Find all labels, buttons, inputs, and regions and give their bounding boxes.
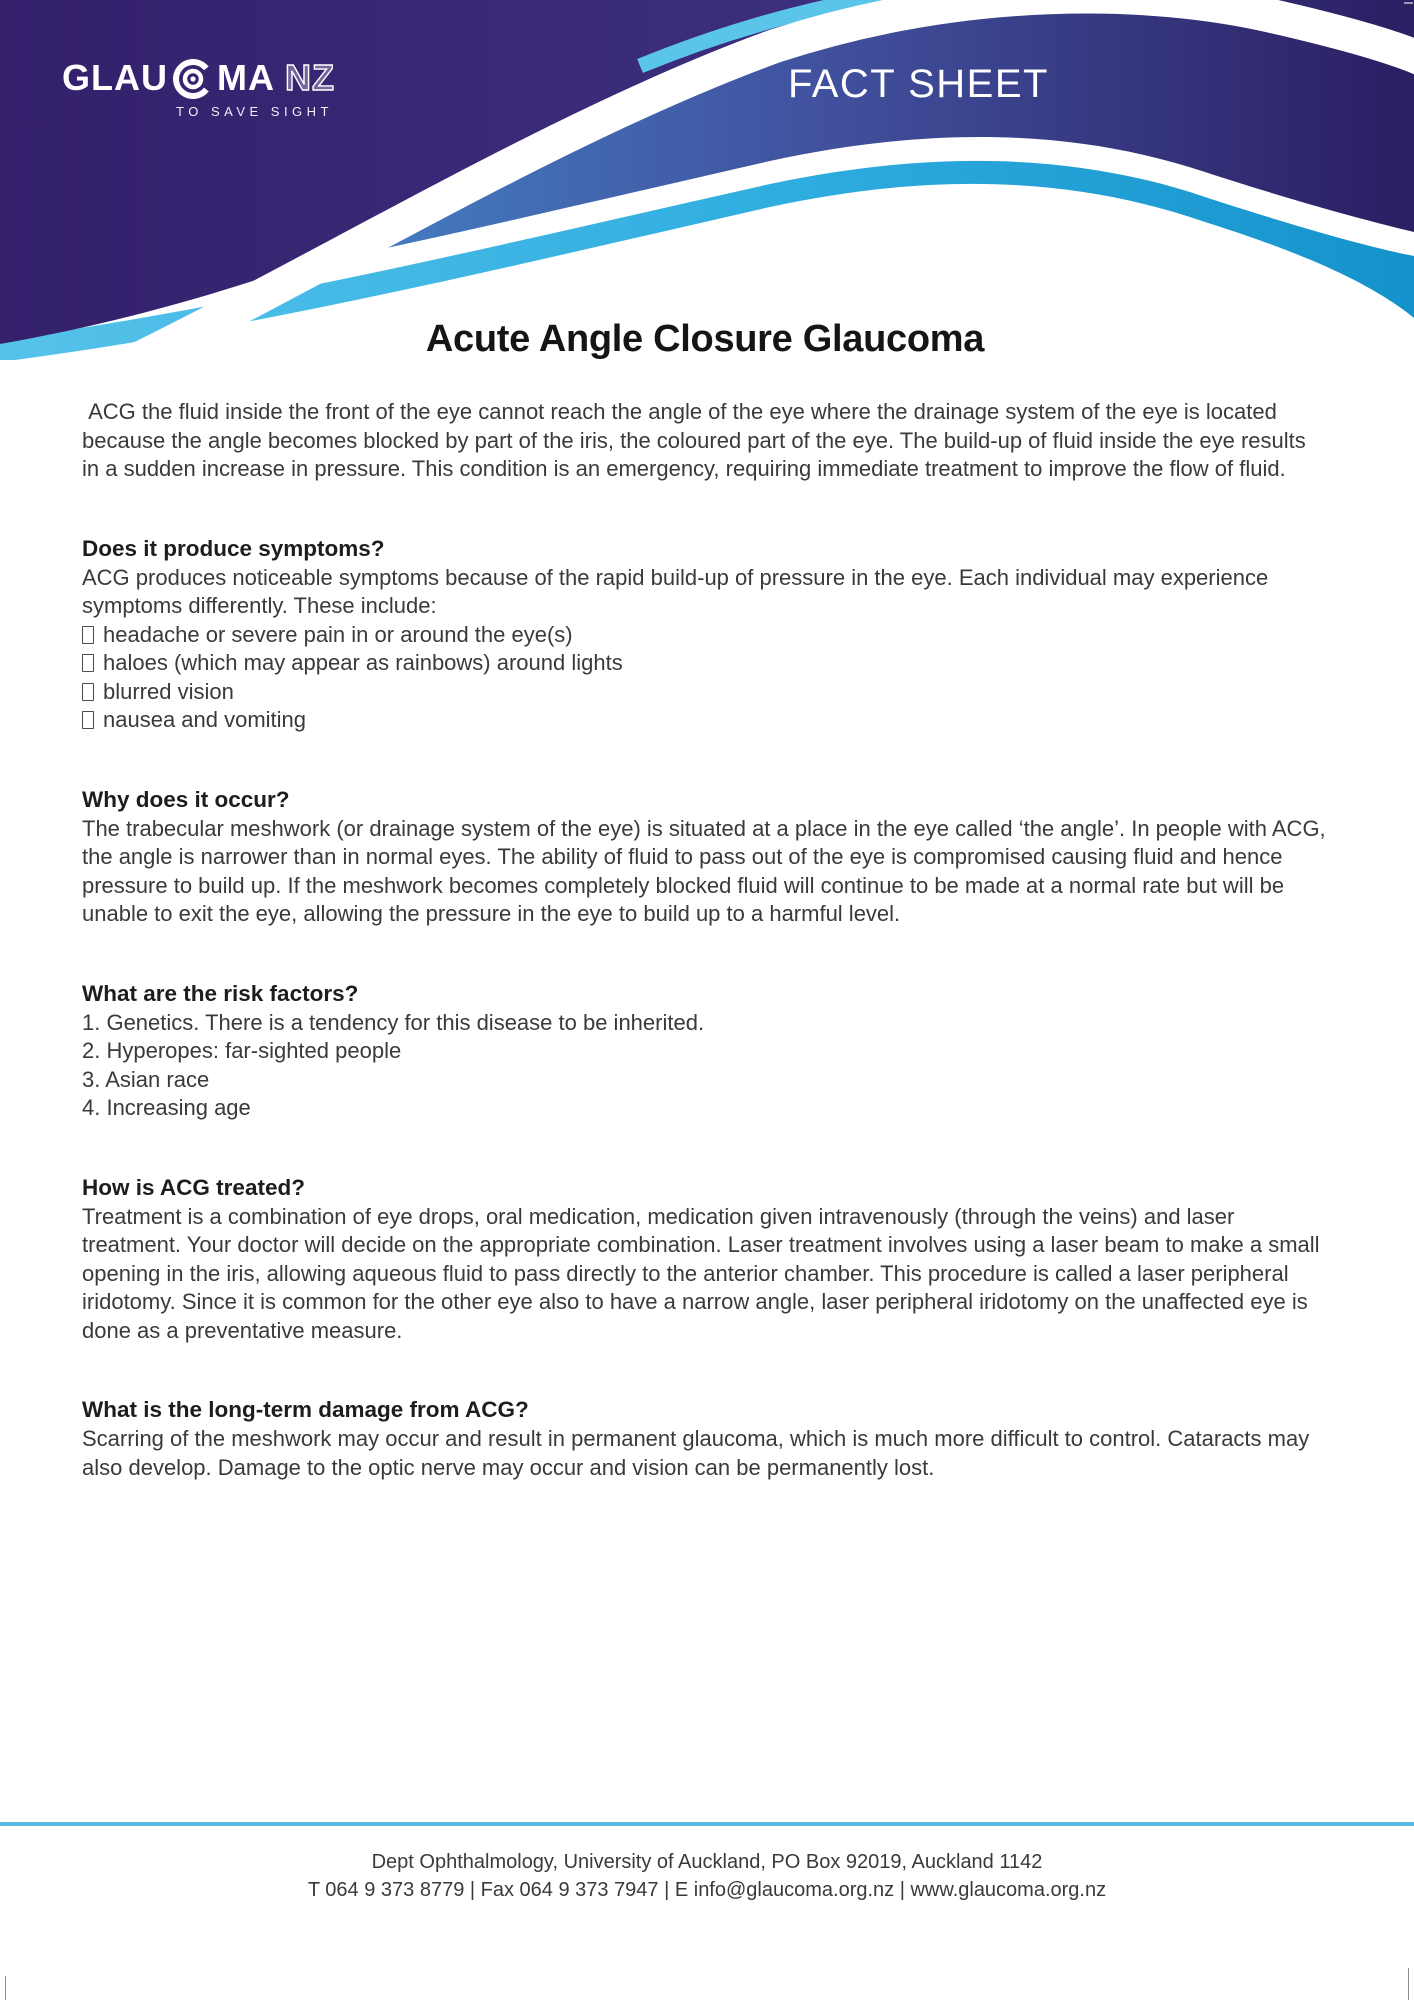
bullet-item [82,678,1328,707]
section-long-term-damage [82,1395,1328,1482]
risk-factor-item: 4. Increasing age [82,1095,251,1120]
section-risk-factors [82,979,1328,1123]
logo-text-end: MA [217,57,275,98]
footer-phone-web: T 064 9 373 8779 | Fax 064 9 373 7947 | E info@glaucoma.org.nz | www.glaucoma.org.nz [307,1879,1107,1901]
tofu-bullet-icon [82,683,94,701]
tofu-bullet-icon [82,654,94,672]
logo-text-start: GLAU [62,57,168,98]
crop-mark [1408,1968,1409,2000]
bullet-text: nausea and vomiting [103,707,307,732]
section-heading: What is the long-term damage from ACG? [82,1397,529,1422]
bullet-item [82,706,1328,735]
section-paragraph: The trabecular meshwork (or drainage system of the eye) is situated at a place in the eye called ‘the angle’. In people with ACG, the angle is narrower than in normal eyes. The ability of fluid to pass out of the eye is compromised causing fluid and hence pressure to build up. If the meshwork becomes completely blocked fluid will continue to be made at a normal rate but will be unable to exit the eye, allowing the pressure in the eye to build up to a harmful level. [82,815,1326,926]
logo-suffix-nz: NZ [285,57,335,98]
fact-sheet-label: FACT SHEET [788,62,1049,106]
tofu-bullet-icon [82,626,94,644]
risk-factor-item: 1. Genetics. There is a tendency for this disease to be inherited. [82,1009,705,1035]
bullet-text: headache or severe pain in or around the eye(s) [103,621,573,647]
bullet-text: haloes (which may appear as rainbows) around lights [103,650,623,675]
crop-mark [5,1976,6,2000]
section-why [82,785,1328,929]
intro-paragraph: ACG the fluid inside the front of the eye cannot reach the angle of the eye where the drainage system of the eye is located because the angle becomes blocked by part of the iris, the coloured part of the eye. The build-up of fluid inside the eye results in a sudden increase in pressure. This condition is an emergency, requiring immediate treatment to improve the flow of fluid. [82,399,1312,481]
risk-factor-item: 3. Asian race [82,1066,210,1092]
tofu-bullet-icon [82,711,94,729]
footer-address: Dept Ophthalmology, University of Auckland, PO Box 92019, Auckland 1142 [371,1851,1043,1873]
page-title: Acute Angle Closure Glaucoma [425,318,985,360]
section-heading: What are the risk factors? [82,980,359,1006]
section-paragraph: Scarring of the meshwork may occur and result in permanent glaucoma, which is much more difficult to control. Cataracts may also develop. Damage to the optic nerve may occur and vision can be permanently lost. [82,1426,1310,1480]
bullet-item [82,621,1328,650]
risk-factor-item: 2. Hyperopes: far-sighted people [82,1038,402,1063]
section-treatment [82,1173,1328,1346]
logo-tagline: TO SAVE SIGHT [176,104,333,119]
section-paragraph: ACG produces noticeable symptoms because of the rapid build-up of pressure in the eye. Each individual may experience symptoms differently. These include: [82,564,1269,618]
footer-contact [0,1848,1414,1904]
section-symptoms [82,534,1328,735]
footer-divider [0,1822,1414,1826]
section-heading: Does it produce symptoms? [82,535,385,561]
bullet-text: blurred vision [103,678,234,704]
bullet-item [82,649,1328,678]
section-paragraph: Treatment is a combination of eye drops, oral medication, medication given intravenously (through the veins) and laser treatment. Your doctor will decide on the appropriate combination. Laser treatment involves using a laser beam to make a small opening in the iris, allowing aqueous fluid to pass directly to the anterior chamber. This procedure is called a laser peripheral iridotomy. Since it is common for the other eye also to have a narrow angle, laser peripheral iridotomy on the unaffected eye is done as a preventative measure. [82,1203,1320,1343]
section-heading: Why does it occur? [82,786,290,812]
crop-mark [1404,2,1413,4]
section-heading: How is ACG treated? [82,1174,305,1200]
